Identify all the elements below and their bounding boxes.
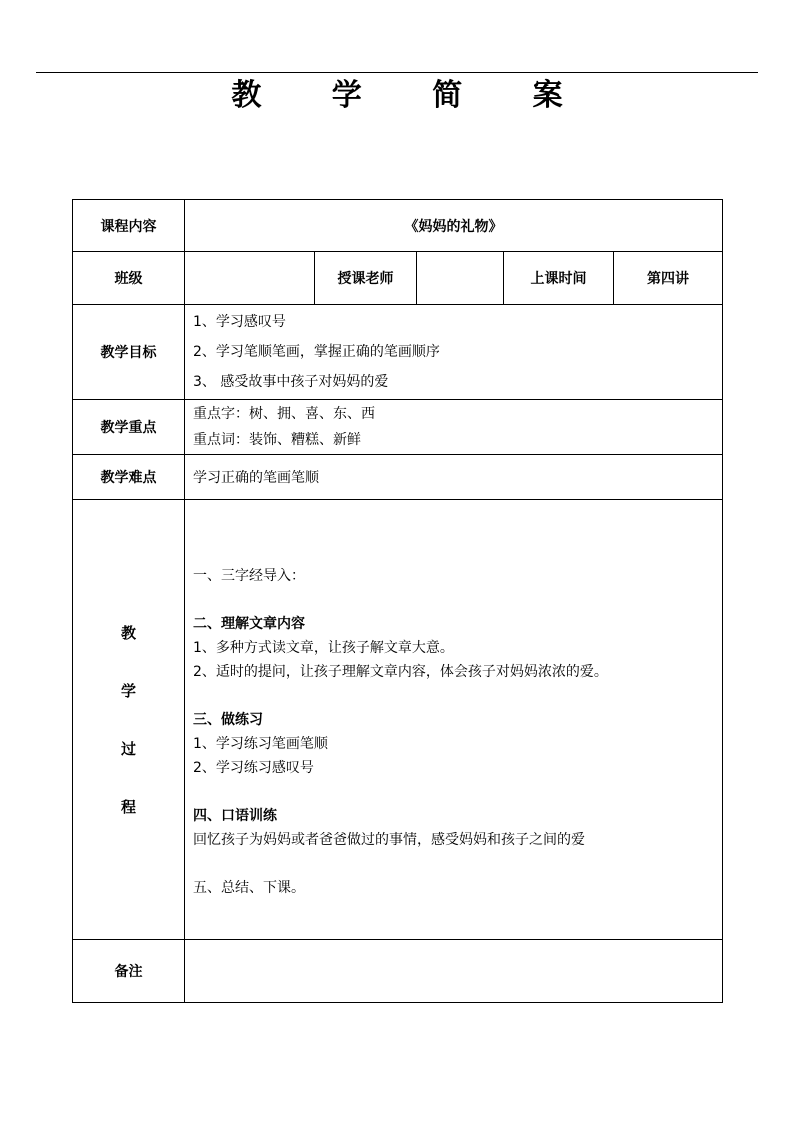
process-label-char: 教 [120,623,136,642]
keypoints-row [73,400,723,455]
goal-item: 2、学习笔顺笔画，掌握正确的笔画顺序 [193,344,440,360]
goals-list [185,305,723,400]
process-item: 回忆孩子为妈妈或者爸爸做过的事情，感受妈妈和孩子之间的爱 [193,832,585,848]
remarks-row [73,940,723,1003]
process-item: 2、适时的提问，让孩子理解文章内容，体会孩子对妈妈浓浓的爱。 [193,664,608,680]
process-section-closing: 五、总结、下课。 [193,880,305,896]
process-label-char: 过 [120,739,136,758]
lesson-plan-table [72,199,723,1003]
difficulty-row [73,455,723,500]
keypoints-list [185,400,723,455]
goal-item: 3、 感受故事中孩子对妈妈的爱 [193,374,389,390]
process-label-char: 程 [120,797,136,816]
process-section-heading: 三、做练习 [193,712,263,728]
process-label [73,604,184,836]
process-content [185,500,723,940]
course-title: 《妈妈的礼物》 [185,200,723,252]
process-row [73,500,723,940]
goal-item: 1、学习感叹号 [193,314,286,330]
process-section-intro: 一、三字经导入： [193,568,305,584]
class-value [185,252,315,305]
process-section-heading: 四、口语训练 [193,808,277,824]
header-rule [36,72,758,73]
class-row [73,252,723,305]
difficulty-value: 学习正确的笔画笔顺 [185,455,723,500]
teacher-label: 授课老师 [315,252,417,305]
course-row [73,200,723,252]
process-label-cell [73,500,185,940]
process-item: 1、多种方式读文章，让孩子解文章大意。 [193,640,454,656]
page-title: 教 学 简 案 [231,78,593,113]
process-item: 2、学习练习感叹号 [193,760,314,776]
time-label: 上课时间 [504,252,614,305]
keypoint-item: 重点词：装饰、糟糕、新鲜 [193,432,361,448]
process-section-heading: 二、理解文章内容 [193,616,305,632]
goals-row [73,305,723,400]
course-label: 课程内容 [73,200,185,252]
remarks-value [185,940,723,1003]
time-value: 第四讲 [614,252,723,305]
goals-label: 教学目标 [73,305,185,400]
class-label: 班级 [73,252,185,305]
process-item: 1、学习练习笔画笔顺 [193,736,328,752]
process-label-char: 学 [120,681,136,700]
keypoint-item: 重点字：树、拥、喜、东、西 [193,406,375,422]
teacher-value [417,252,504,305]
keypoints-label: 教学重点 [73,400,185,455]
remarks-label: 备注 [73,940,185,1003]
difficulty-label: 教学难点 [73,455,185,500]
